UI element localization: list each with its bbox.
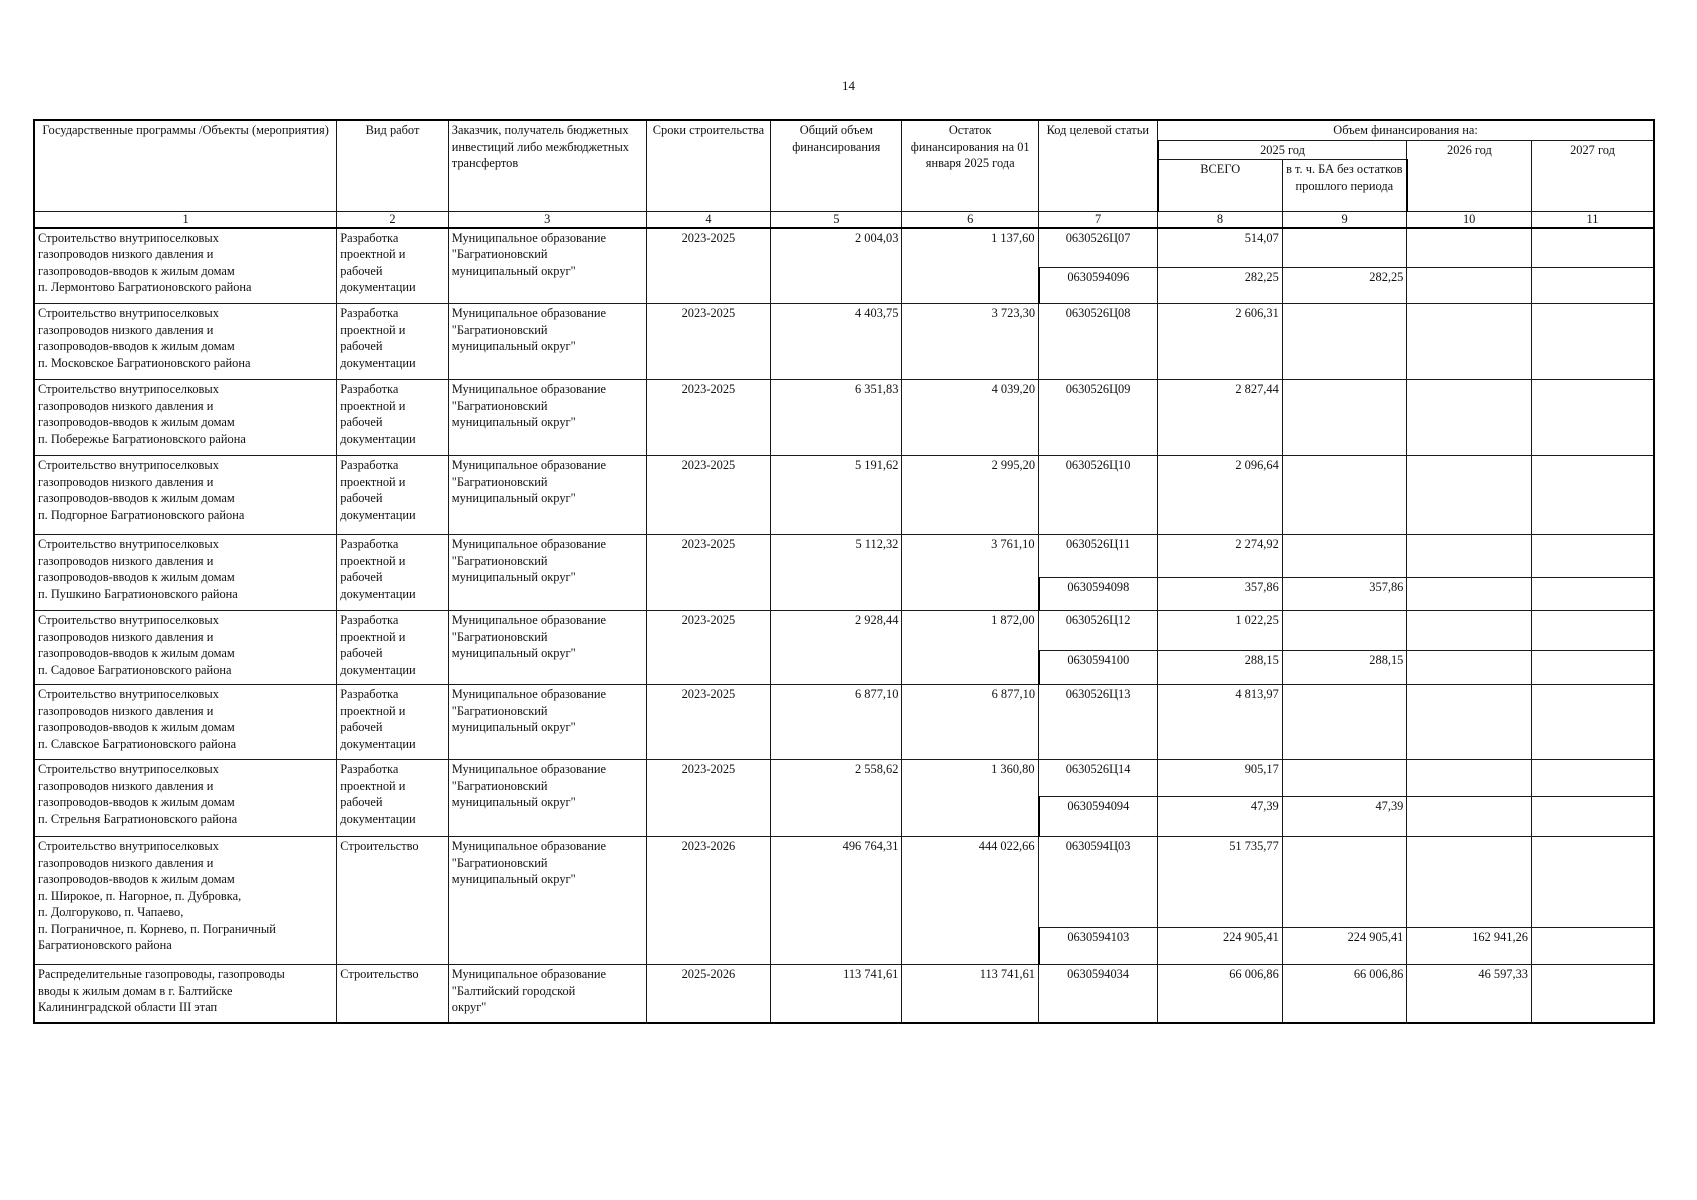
object-name-cell: Строительство внутрипоселковых газопроводов низкого давления и газопроводов-вводов к жилым домам п. Подгорное Багратионовского района [34,456,337,535]
customer-cell: Муниципальное образование "Багратионовский муниципальный округ" [448,304,646,380]
target-code-cell: 0630594103 [1039,928,1158,965]
work-type-cell: Строительство [337,965,448,1023]
period-cell: 2023-2026 [646,837,771,965]
funding-2025-ba-cell [1282,380,1407,456]
table-row [34,535,1654,578]
funding-2025-ba-cell [1282,535,1407,578]
funding-2027-cell [1531,268,1654,304]
work-type-cell: Строительство [337,837,448,965]
page-number: 14 [842,78,855,93]
funding-2025-total-cell: 2 096,64 [1158,456,1283,535]
period-cell: 2023-2025 [646,535,771,611]
column-number-row [34,212,1654,228]
target-code-cell: 0630594Ц03 [1039,837,1158,928]
period-cell: 2023-2025 [646,611,771,685]
funding-2026-cell [1407,760,1532,797]
funding-2025-total-cell: 905,17 [1158,760,1283,797]
target-code-cell: 0630594100 [1039,651,1158,685]
column-number: 9 [1282,212,1407,228]
work-type-cell: Разработка проектной и рабочей документации [337,760,448,837]
target-code-cell: 0630526Ц10 [1039,456,1158,535]
object-name-cell: Строительство внутрипоселковых газопроводов низкого давления и газопроводов-вводов к жилым домам п. Стрельня Багратионовского района [34,760,337,837]
work-type-cell: Разработка проектной и рабочей документации [337,535,448,611]
column-number: 6 [902,212,1039,228]
total-funding-cell: 2 558,62 [771,760,902,837]
object-name-cell: Строительство внутрипоселковых газопроводов низкого давления и газопроводов-вводов к жилым домам п. Московское Багратионовского района [34,304,337,380]
header-customer: Заказчик, получатель бюджетных инвестиций либо межбюджетных трансфертов [448,120,646,212]
target-code-cell: 0630526Ц12 [1039,611,1158,651]
funding-2025-total-cell: 282,25 [1158,268,1283,304]
table-row [34,380,1654,456]
remaining-cell: 444 022,66 [902,837,1039,965]
funding-2025-ba-cell [1282,228,1407,268]
target-code-cell: 0630594034 [1039,965,1158,1023]
table-header [34,120,1654,228]
object-name-cell: Строительство внутрипоселковых газопроводов низкого давления и газопроводов-вводов к жилым домам п. Широкое, п. Нагорное, п. Дубровка, п. Долгоруково, п. Чапаево, п. Пограничное, п. Корнево, п. Пограничный Багратионовского района [34,837,337,965]
period-cell: 2023-2025 [646,685,771,760]
funding-2025-ba-cell [1282,611,1407,651]
table-row [34,760,1654,797]
target-code-cell: 0630526Ц09 [1039,380,1158,456]
target-code-cell: 0630594096 [1039,268,1158,304]
funding-2025-ba-cell: 357,86 [1282,578,1407,611]
funding-2026-cell [1407,611,1532,651]
column-number: 1 [34,212,337,228]
column-number: 4 [646,212,771,228]
funding-2026-cell [1407,797,1532,837]
remaining-cell: 1 360,80 [902,760,1039,837]
total-funding-cell: 6 351,83 [771,380,902,456]
header-funding-group: Объем финансирования на: [1158,120,1654,140]
column-number: 10 [1407,212,1532,228]
funding-2026-cell [1407,456,1532,535]
funding-2025-total-cell: 47,39 [1158,797,1283,837]
header-year-2027: 2027 год [1531,140,1654,212]
funding-2025-ba-cell: 224 905,41 [1282,928,1407,965]
funding-2027-cell [1531,535,1654,578]
total-funding-cell: 2 004,03 [771,228,902,304]
customer-cell: Муниципальное образование "Багратионовский муниципальный округ" [448,611,646,685]
funding-2025-ba-cell [1282,760,1407,797]
funding-2026-cell [1407,578,1532,611]
funding-2026-cell [1407,304,1532,380]
period-cell: 2023-2025 [646,380,771,456]
customer-cell: Муниципальное образование "Багратионовский муниципальный округ" [448,535,646,611]
funding-2027-cell [1531,928,1654,965]
column-number: 2 [337,212,448,228]
target-code-cell: 0630526Ц07 [1039,228,1158,268]
target-code-cell: 0630526Ц13 [1039,685,1158,760]
header-total: ВСЕГО [1158,160,1283,212]
column-number: 3 [448,212,646,228]
remaining-cell: 1 872,00 [902,611,1039,685]
table-row [34,228,1654,268]
funding-2026-cell [1407,228,1532,268]
funding-2027-cell [1531,760,1654,797]
target-code-cell: 0630594094 [1039,797,1158,837]
funding-2027-cell [1531,578,1654,611]
total-funding-cell: 113 741,61 [771,965,902,1023]
work-type-cell: Разработка проектной и рабочей документации [337,456,448,535]
table-row [34,837,1654,928]
table-row [34,456,1654,535]
object-name-cell: Строительство внутрипоселковых газопроводов низкого давления и газопроводов-вводов к жилым домам п. Славское Багратионовского района [34,685,337,760]
funding-2026-cell [1407,651,1532,685]
remaining-cell: 113 741,61 [902,965,1039,1023]
work-type-cell: Разработка проектной и рабочей документации [337,228,448,304]
remaining-cell: 4 039,20 [902,380,1039,456]
customer-cell: Муниципальное образование "Багратионовский муниципальный округ" [448,760,646,837]
funding-2026-cell [1407,837,1532,928]
funding-2027-cell [1531,611,1654,651]
work-type-cell: Разработка проектной и рабочей документации [337,611,448,685]
column-number: 8 [1158,212,1283,228]
funding-2026-cell: 46 597,33 [1407,965,1532,1023]
funding-2025-ba-cell: 66 006,86 [1282,965,1407,1023]
funding-2025-total-cell: 288,15 [1158,651,1283,685]
funding-2026-cell [1407,380,1532,456]
object-name-cell: Распределительные газопроводы, газопроводы вводы к жилым домам в г. Балтийске Калининградской области III этап [34,965,337,1023]
table-row [34,611,1654,651]
table-row [34,965,1654,1023]
object-name-cell: Строительство внутрипоселковых газопроводов низкого давления и газопроводов-вводов к жилым домам п. Лермонтово Багратионовского района [34,228,337,304]
funding-2027-cell [1531,965,1654,1023]
customer-cell: Муниципальное образование "Багратионовский муниципальный округ" [448,837,646,965]
funding-2026-cell [1407,685,1532,760]
object-name-cell: Строительство внутрипоселковых газопроводов низкого давления и газопроводов-вводов к жилым домам п. Садовое Багратионовского района [34,611,337,685]
funding-2025-total-cell: 2 827,44 [1158,380,1283,456]
funding-2027-cell [1531,228,1654,268]
funding-2025-total-cell: 2 606,31 [1158,304,1283,380]
funding-2027-cell [1531,304,1654,380]
column-number: 11 [1531,212,1654,228]
header-target-code: Код целевой статьи [1039,120,1158,212]
funding-2027-cell [1531,837,1654,928]
funding-2026-cell [1407,268,1532,304]
period-cell: 2023-2025 [646,304,771,380]
column-number: 5 [771,212,902,228]
header-year-2026: 2026 год [1407,140,1532,212]
target-code-cell: 0630526Ц11 [1039,535,1158,578]
funding-2027-cell [1531,456,1654,535]
funding-2025-total-cell: 514,07 [1158,228,1283,268]
funding-2025-ba-cell: 282,25 [1282,268,1407,304]
table-row [34,685,1654,760]
funding-2025-total-cell: 4 813,97 [1158,685,1283,760]
header-incl-ba: в т. ч. БА без остатков прошлого периода [1282,160,1407,212]
header-year-2025: 2025 год [1158,140,1407,160]
funding-2025-total-cell: 1 022,25 [1158,611,1283,651]
funding-2027-cell [1531,651,1654,685]
total-funding-cell: 5 112,32 [771,535,902,611]
table-body [34,228,1654,1023]
target-code-cell: 0630526Ц14 [1039,760,1158,797]
header-period: Сроки строительства [646,120,771,212]
customer-cell: Муниципальное образование "Багратионовский муниципальный округ" [448,685,646,760]
customer-cell: Муниципальное образование "Багратионовский муниципальный округ" [448,456,646,535]
period-cell: 2023-2025 [646,760,771,837]
header-objects: Государственные программы /Объекты (мероприятия) [34,120,337,212]
object-name-cell: Строительство внутрипоселковых газопроводов низкого давления и газопроводов-вводов к жилым домам п. Пушкино Багратионовского района [34,535,337,611]
period-cell: 2023-2025 [646,456,771,535]
funding-2025-ba-cell [1282,456,1407,535]
funding-2025-ba-cell [1282,304,1407,380]
funding-2025-ba-cell: 288,15 [1282,651,1407,685]
funding-2025-ba-cell [1282,685,1407,760]
period-cell: 2025-2026 [646,965,771,1023]
work-type-cell: Разработка проектной и рабочей документации [337,685,448,760]
object-name-cell: Строительство внутрипоселковых газопроводов низкого давления и газопроводов-вводов к жилым домам п. Побережье Багратионовского района [34,380,337,456]
total-funding-cell: 6 877,10 [771,685,902,760]
funding-2027-cell [1531,685,1654,760]
funding-2026-cell: 162 941,26 [1407,928,1532,965]
header-total-funding: Общий объем финансирования [771,120,902,212]
total-funding-cell: 2 928,44 [771,611,902,685]
remaining-cell: 1 137,60 [902,228,1039,304]
table-row [34,304,1654,380]
header-work-type: Вид работ [337,120,448,212]
funding-2026-cell [1407,535,1532,578]
column-number: 7 [1039,212,1158,228]
work-type-cell: Разработка проектной и рабочей документации [337,304,448,380]
customer-cell: Муниципальное образование "Балтийский городской округ" [448,965,646,1023]
target-code-cell: 0630526Ц08 [1039,304,1158,380]
funding-2025-ba-cell [1282,837,1407,928]
total-funding-cell: 5 191,62 [771,456,902,535]
customer-cell: Муниципальное образование "Багратионовский муниципальный округ" [448,380,646,456]
total-funding-cell: 496 764,31 [771,837,902,965]
period-cell: 2023-2025 [646,228,771,304]
total-funding-cell: 4 403,75 [771,304,902,380]
funding-2025-ba-cell: 47,39 [1282,797,1407,837]
funding-2027-cell [1531,797,1654,837]
funding-2025-total-cell: 224 905,41 [1158,928,1283,965]
work-type-cell: Разработка проектной и рабочей документации [337,380,448,456]
funding-2025-total-cell: 66 006,86 [1158,965,1283,1023]
financing-table [33,119,1655,1024]
target-code-cell: 0630594098 [1039,578,1158,611]
remaining-cell: 2 995,20 [902,456,1039,535]
funding-2025-total-cell: 51 735,77 [1158,837,1283,928]
funding-2025-total-cell: 357,86 [1158,578,1283,611]
remaining-cell: 3 761,10 [902,535,1039,611]
funding-2025-total-cell: 2 274,92 [1158,535,1283,578]
remaining-cell: 6 877,10 [902,685,1039,760]
header-remaining: Остаток финансирования на 01 января 2025 года [902,120,1039,212]
funding-2027-cell [1531,380,1654,456]
customer-cell: Муниципальное образование "Багратионовский муниципальный округ" [448,228,646,304]
remaining-cell: 3 723,30 [902,304,1039,380]
